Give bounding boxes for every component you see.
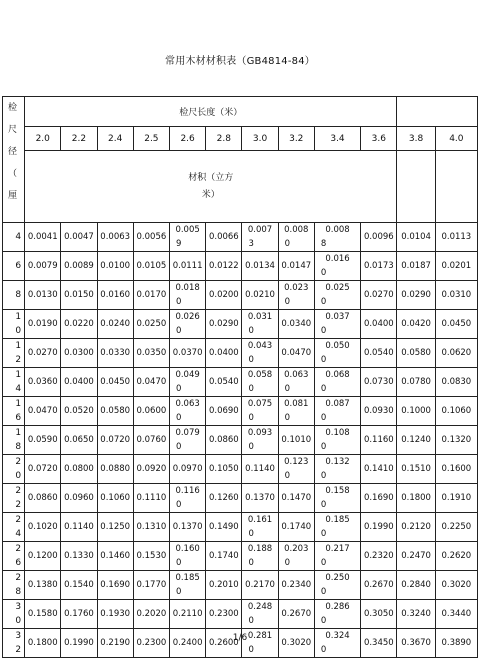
volume-cell: 0.0580 (97, 397, 133, 426)
volume-cell: 0.3890 (435, 629, 477, 658)
volume-cell: 0.1000 (397, 397, 435, 426)
volume-cell: 0.3670 (397, 629, 435, 658)
volume-cell: 0.0540 (361, 339, 397, 368)
volume-cell: 0.2190 (97, 629, 133, 658)
volume-cell: 0.2340 (278, 571, 314, 600)
volume-cell: 0.0720 (97, 426, 133, 455)
volume-cell: 0.0920 (133, 455, 169, 484)
volume-cell: 0.108 0 (314, 426, 360, 455)
diameter-header-char: 厘 (8, 191, 18, 201)
diameter-cell: 1 6 (3, 397, 25, 426)
volume-cell: 0.018 0 (170, 281, 206, 310)
volume-cell: 0.0370 (170, 339, 206, 368)
volume-cell: 0.1260 (206, 484, 242, 513)
volume-cell: 0.1240 (397, 426, 435, 455)
volume-cell: 0.0420 (397, 310, 435, 339)
volume-cell: 0.0930 (361, 397, 397, 426)
volume-cell: 0.0590 (25, 426, 61, 455)
volume-cell: 0.007 3 (242, 223, 278, 252)
volume-cell: 0.0250 (133, 310, 169, 339)
volume-cell: 0.0400 (206, 339, 242, 368)
volume-cell: 0.3020 (435, 571, 477, 600)
volume-cell: 0.043 0 (242, 339, 278, 368)
volume-cell: 0.0470 (278, 339, 314, 368)
volume-cell: 0.0350 (133, 339, 169, 368)
volume-cell: 0.158 0 (314, 484, 360, 513)
volume-cell: 0.1540 (61, 571, 97, 600)
volume-cell: 0.2470 (397, 542, 435, 571)
volume-cell: 0.1320 (435, 426, 477, 455)
volume-cell: 0.0580 (397, 339, 435, 368)
table-row (3, 368, 478, 397)
volume-cell: 0.1010 (278, 426, 314, 455)
volume-cell: 0.281 0 (242, 629, 278, 658)
volume-cell: 0.0190 (25, 310, 61, 339)
volume-cell: 0.075 0 (242, 397, 278, 426)
volume-cell: 0.2400 (170, 629, 206, 658)
volume-cell: 0.0200 (206, 281, 242, 310)
timber-volume-table (2, 96, 478, 658)
diameter-cell: 2 6 (3, 542, 25, 571)
page-number: 1/6 (232, 633, 248, 643)
volume-cell: 0.0860 (25, 484, 61, 513)
volume-cell: 0.0960 (61, 484, 97, 513)
volume-cell: 0.2320 (361, 542, 397, 571)
volume-cell: 0.1370 (242, 484, 278, 513)
volume-cell: 0.161 0 (242, 513, 278, 542)
volume-cell: 0.0079 (25, 252, 61, 281)
volume-cell: 0.0063 (97, 223, 133, 252)
volume-cell: 0.0150 (61, 281, 97, 310)
volume-cell: 0.063 0 (170, 397, 206, 426)
diameter-cell: 6 (3, 252, 25, 281)
volume-cell: 0.217 0 (314, 542, 360, 571)
volume-cell: 0.1910 (435, 484, 477, 513)
volume-cell: 0.0470 (133, 368, 169, 397)
volume-cell: 0.0540 (206, 368, 242, 397)
volume-cell: 0.0400 (361, 310, 397, 339)
volume-cell: 0.068 0 (314, 368, 360, 397)
volume-cell: 0.0290 (206, 310, 242, 339)
diameter-header-char: 径 (8, 147, 18, 157)
diameter-cell: 3 2 (3, 629, 25, 658)
page-title: 常用木材材积表（GB4814-84） (165, 56, 315, 67)
volume-cell: 0.0220 (61, 310, 97, 339)
volume-cell: 0.0340 (278, 310, 314, 339)
empty-header-cell (397, 97, 478, 127)
volume-cell: 0.0450 (97, 368, 133, 397)
volume-cell: 0.0130 (25, 281, 61, 310)
volume-cell: 0.0690 (206, 397, 242, 426)
volume-cell: 0.0600 (133, 397, 169, 426)
volume-cell: 0.0720 (25, 455, 61, 484)
volume-cell: 0.1800 (397, 484, 435, 513)
volume-cell: 0.0056 (133, 223, 169, 252)
volume-cell: 0.0330 (97, 339, 133, 368)
volume-cell: 0.2670 (361, 571, 397, 600)
volume-cell: 0.203 0 (278, 542, 314, 571)
volume-cell: 0.1380 (25, 571, 61, 600)
table-row (3, 310, 478, 339)
diameter-cell: 2 4 (3, 513, 25, 542)
volume-cell: 0.0290 (397, 281, 435, 310)
volume-cell: 0.087 0 (314, 397, 360, 426)
volume-cell: 0.1510 (397, 455, 435, 484)
volume-cell: 0.2010 (206, 571, 242, 600)
diameter-cell: 1 8 (3, 426, 25, 455)
length-header-cell: 4.0 (435, 127, 477, 151)
volume-cell: 0.132 0 (314, 455, 360, 484)
table-row (3, 426, 478, 455)
volume-cell: 0.050 0 (314, 339, 360, 368)
volume-cell: 0.0187 (397, 252, 435, 281)
volume-cell: 0.0880 (97, 455, 133, 484)
volume-cell: 0.0780 (397, 368, 435, 397)
volume-cell: 0.026 0 (170, 310, 206, 339)
volume-cell: 0.008 0 (278, 223, 314, 252)
volume-cell: 0.1990 (361, 513, 397, 542)
volume-cell: 0.123 0 (278, 455, 314, 484)
volume-cell: 0.2620 (435, 542, 477, 571)
volume-cell: 0.005 9 (170, 223, 206, 252)
volume-cell: 0.1770 (133, 571, 169, 600)
volume-cell: 0.2170 (242, 571, 278, 600)
volume-cell: 0.2600 (206, 629, 242, 658)
volume-cell: 0.248 0 (242, 600, 278, 629)
volume-cell: 0.093 0 (242, 426, 278, 455)
diameter-cell: 2 0 (3, 455, 25, 484)
volume-cell: 0.016 0 (314, 252, 360, 281)
volume-cell: 0.0270 (25, 339, 61, 368)
diameter-cell: 4 (3, 223, 25, 252)
volume-cell: 0.2300 (133, 629, 169, 658)
volume-cell: 0.0210 (242, 281, 278, 310)
volume-cell: 0.081 0 (278, 397, 314, 426)
diameter-cell: 8 (3, 281, 25, 310)
volume-cell: 0.0520 (61, 397, 97, 426)
volume-cell: 0.1740 (206, 542, 242, 571)
table-row (3, 600, 478, 629)
volume-cell: 0.0400 (61, 368, 97, 397)
volume-cell: 0.0100 (97, 252, 133, 281)
volume-cell: 0.0860 (206, 426, 242, 455)
volume-cell: 0.1140 (242, 455, 278, 484)
volume-cell: 0.1690 (97, 571, 133, 600)
volume-cell: 0.0066 (206, 223, 242, 252)
volume-cell: 0.0730 (361, 368, 397, 397)
length-header-cell: 2.0 (25, 127, 61, 151)
volume-cell: 0.1460 (97, 542, 133, 571)
volume-cell: 0.2120 (397, 513, 435, 542)
volume-cell: 0.0173 (361, 252, 397, 281)
length-header-cell: 2.5 (133, 127, 169, 151)
volume-cell: 0.0830 (435, 368, 477, 397)
volume-cell: 0.1800 (25, 629, 61, 658)
diameter-header-char: 尺 (8, 125, 18, 135)
volume-cell: 0.1060 (97, 484, 133, 513)
volume-cell: 0.2250 (435, 513, 477, 542)
length-header-cell: 3.8 (397, 127, 435, 151)
volume-cell: 0.1990 (61, 629, 97, 658)
length-header-cell: 3.0 (242, 127, 278, 151)
volume-cell: 0.1930 (97, 600, 133, 629)
volume-cell: 0.023 0 (278, 281, 314, 310)
volume-cell: 0.160 0 (170, 542, 206, 571)
volume-cell: 0.1020 (25, 513, 61, 542)
volume-cell: 0.1140 (61, 513, 97, 542)
volume-cell: 0.1370 (170, 513, 206, 542)
diameter-cell: 3 0 (3, 600, 25, 629)
volume-cell: 0.049 0 (170, 368, 206, 397)
volume-cell: 0.0170 (133, 281, 169, 310)
volume-cell: 0.0300 (61, 339, 97, 368)
table-row (3, 339, 478, 368)
volume-cell: 0.324 0 (314, 629, 360, 658)
table-row (3, 484, 478, 513)
volume-cell: 0.0089 (61, 252, 97, 281)
volume-cell: 0.1410 (361, 455, 397, 484)
diameter-header-char: 检 (8, 103, 18, 113)
volume-cell: 0.0360 (25, 368, 61, 397)
volume-cell: 0.079 0 (170, 426, 206, 455)
unit-header (25, 151, 397, 223)
volume-cell: 0.1310 (133, 513, 169, 542)
volume-cell: 0.3450 (361, 629, 397, 658)
volume-cell: 0.0270 (361, 281, 397, 310)
length-header-cell: 3.2 (278, 127, 314, 151)
volume-cell: 0.2840 (397, 571, 435, 600)
diameter-cell: 2 8 (3, 571, 25, 600)
table-row (3, 223, 478, 252)
volume-cell: 0.1760 (61, 600, 97, 629)
volume-cell: 0.1250 (97, 513, 133, 542)
volume-cell: 0.0620 (435, 339, 477, 368)
volume-cell: 0.2020 (133, 600, 169, 629)
diameter-cell: 2 2 (3, 484, 25, 513)
table-row (3, 571, 478, 600)
volume-cell: 0.1160 (361, 426, 397, 455)
volume-cell: 0.0800 (61, 455, 97, 484)
volume-cell: 0.0113 (435, 223, 477, 252)
volume-cell: 0.1530 (133, 542, 169, 571)
volume-cell: 0.3240 (397, 600, 435, 629)
volume-cell: 0.0240 (97, 310, 133, 339)
table-row (3, 397, 478, 426)
volume-cell: 0.025 0 (314, 281, 360, 310)
diameter-cell: 1 0 (3, 310, 25, 339)
volume-cell: 0.3050 (361, 600, 397, 629)
table-row (3, 455, 478, 484)
volume-cell: 0.1690 (361, 484, 397, 513)
table-row (3, 513, 478, 542)
volume-cell: 0.0105 (133, 252, 169, 281)
volume-cell: 0.1050 (206, 455, 242, 484)
volume-cell: 0.008 8 (314, 223, 360, 252)
volume-cell: 0.250 0 (314, 571, 360, 600)
volume-cell: 0.185 0 (314, 513, 360, 542)
volume-cell: 0.0160 (97, 281, 133, 310)
volume-cell: 0.0134 (242, 252, 278, 281)
volume-cell: 0.0047 (61, 223, 97, 252)
volume-cell: 0.0760 (133, 426, 169, 455)
diameter-header-cell (3, 97, 25, 223)
unit-line-1: 材积（立方 (188, 172, 234, 183)
length-header-cell: 2.4 (97, 127, 133, 151)
length-header-cell: 2.8 (206, 127, 242, 151)
volume-cell: 0.3020 (278, 629, 314, 658)
length-header: 检尺长度（米） (25, 97, 397, 127)
volume-cell: 0.1470 (278, 484, 314, 513)
table-row (3, 281, 478, 310)
volume-cell: 0.2670 (278, 600, 314, 629)
volume-cell: 0.1330 (61, 542, 97, 571)
volume-cell: 0.0147 (278, 252, 314, 281)
empty-unit-cell (435, 151, 477, 223)
volume-cell: 0.185 0 (170, 571, 206, 600)
diameter-cell: 1 4 (3, 368, 25, 397)
volume-cell: 0.1600 (435, 455, 477, 484)
volume-cell: 0.2300 (206, 600, 242, 629)
volume-cell: 0.1580 (25, 600, 61, 629)
volume-cell: 0.0450 (435, 310, 477, 339)
volume-cell: 0.0096 (361, 223, 397, 252)
volume-cell: 0.031 0 (242, 310, 278, 339)
volume-cell: 0.037 0 (314, 310, 360, 339)
volume-cell: 0.188 0 (242, 542, 278, 571)
volume-cell: 0.286 0 (314, 600, 360, 629)
volume-cell: 0.0970 (170, 455, 206, 484)
length-header-cell: 2.2 (61, 127, 97, 151)
volume-cell: 0.058 0 (242, 368, 278, 397)
volume-cell: 0.1200 (25, 542, 61, 571)
volume-cell: 0.1740 (278, 513, 314, 542)
unit-line-2: 米） (201, 189, 220, 200)
volume-cell: 0.0122 (206, 252, 242, 281)
volume-cell: 0.0104 (397, 223, 435, 252)
length-header-cell: 3.6 (361, 127, 397, 151)
volume-cell: 0.116 0 (170, 484, 206, 513)
volume-cell: 0.0201 (435, 252, 477, 281)
empty-unit-cell (397, 151, 435, 223)
length-header-cell: 2.6 (170, 127, 206, 151)
table-row (3, 252, 478, 281)
volume-cell: 0.2110 (170, 600, 206, 629)
volume-cell: 0.1110 (133, 484, 169, 513)
volume-cell: 0.3440 (435, 600, 477, 629)
volume-cell: 0.0470 (25, 397, 61, 426)
volume-cell: 0.1490 (206, 513, 242, 542)
length-header-cell: 3.4 (314, 127, 360, 151)
volume-cell: 0.1060 (435, 397, 477, 426)
volume-cell: 0.0041 (25, 223, 61, 252)
volume-cell: 0.063 0 (278, 368, 314, 397)
diameter-cell: 1 2 (3, 339, 25, 368)
volume-cell: 0.0111 (170, 252, 206, 281)
volume-cell: 0.0310 (435, 281, 477, 310)
diameter-header-char: （ (8, 169, 18, 179)
table-row (3, 542, 478, 571)
volume-cell: 0.0650 (61, 426, 97, 455)
